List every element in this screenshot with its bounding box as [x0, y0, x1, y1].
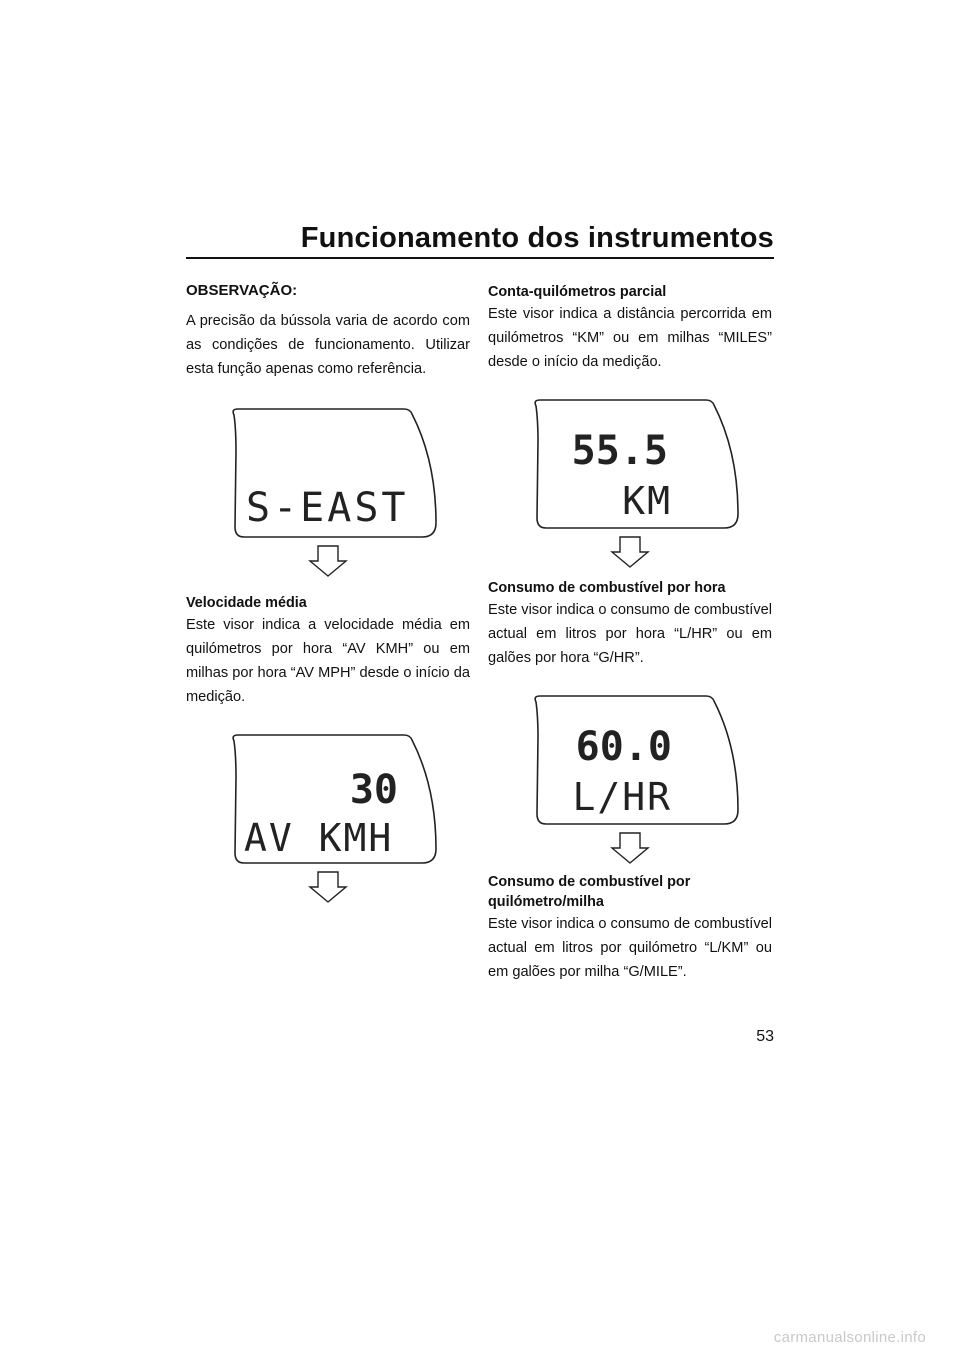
avg-speed-text: Este visor indica a velocidade média em quilómetros por hora “AV KMH” ou em milhas por hora “AV MPH” desde o início da medição.: [186, 617, 470, 705]
trip-lcd-line1: 55.5: [571, 428, 668, 474]
compass-lcd-display: [186, 401, 470, 545]
fuel-hour-lcd-display: [488, 688, 772, 832]
fuel-hour-lcd-line2: L/HR: [572, 775, 672, 819]
right-column: [488, 282, 772, 984]
header-rule: [186, 257, 774, 259]
trip-title: Conta-quilómetros parcial: [488, 284, 667, 300]
note-text: A precisão da bússola varia de acordo com as condições de funcionamento. Utilizar esta função apenas como referência.: [186, 313, 470, 377]
fuel-hour-text: Este visor indica o consumo de combustível actual em litros por hora “L/HR” ou em galões por hora “G/HR”.: [488, 602, 772, 666]
trip-text: Este visor indica a distância percorrida em quilómetros “KM” ou em milhas “MILES” desde o início da medição.: [488, 306, 772, 370]
arrow-down-icon: [610, 832, 650, 864]
trip-lcd-display: [488, 392, 772, 536]
trip-lcd-line2: KM: [622, 479, 672, 523]
fuel-hour-lcd-line1: 60.0: [575, 724, 672, 770]
page-title: Funcionamento dos instrumentos: [300, 222, 774, 254]
avg-speed-lcd-display: [186, 727, 470, 871]
watermark: carmanualsonline.info: [773, 1329, 926, 1346]
avg-speed-lcd-line2: AV KMH: [244, 816, 394, 860]
note-title: OBSERVAÇÃO:: [186, 282, 298, 299]
page-number: 53: [756, 1028, 774, 1045]
fuel-hour-title: Consumo de combustível por hora: [488, 580, 726, 596]
compass-lcd-line2: S-EAST: [246, 485, 409, 531]
arrow-down-icon: [308, 871, 348, 903]
avg-speed-title: Velocidade média: [186, 595, 307, 611]
arrow-down-icon: [308, 545, 348, 577]
left-column: [186, 282, 470, 903]
avg-speed-lcd-line1: 30: [349, 767, 398, 813]
arrow-down-icon: [610, 536, 650, 568]
fuel-km-title: Consumo de combustível por quilómetro/milha: [488, 874, 691, 910]
fuel-km-text: Este visor indica o consumo de combustível actual em litros por quilómetro “L/KM” ou em galões por milha “G/MILE”.: [488, 916, 772, 980]
